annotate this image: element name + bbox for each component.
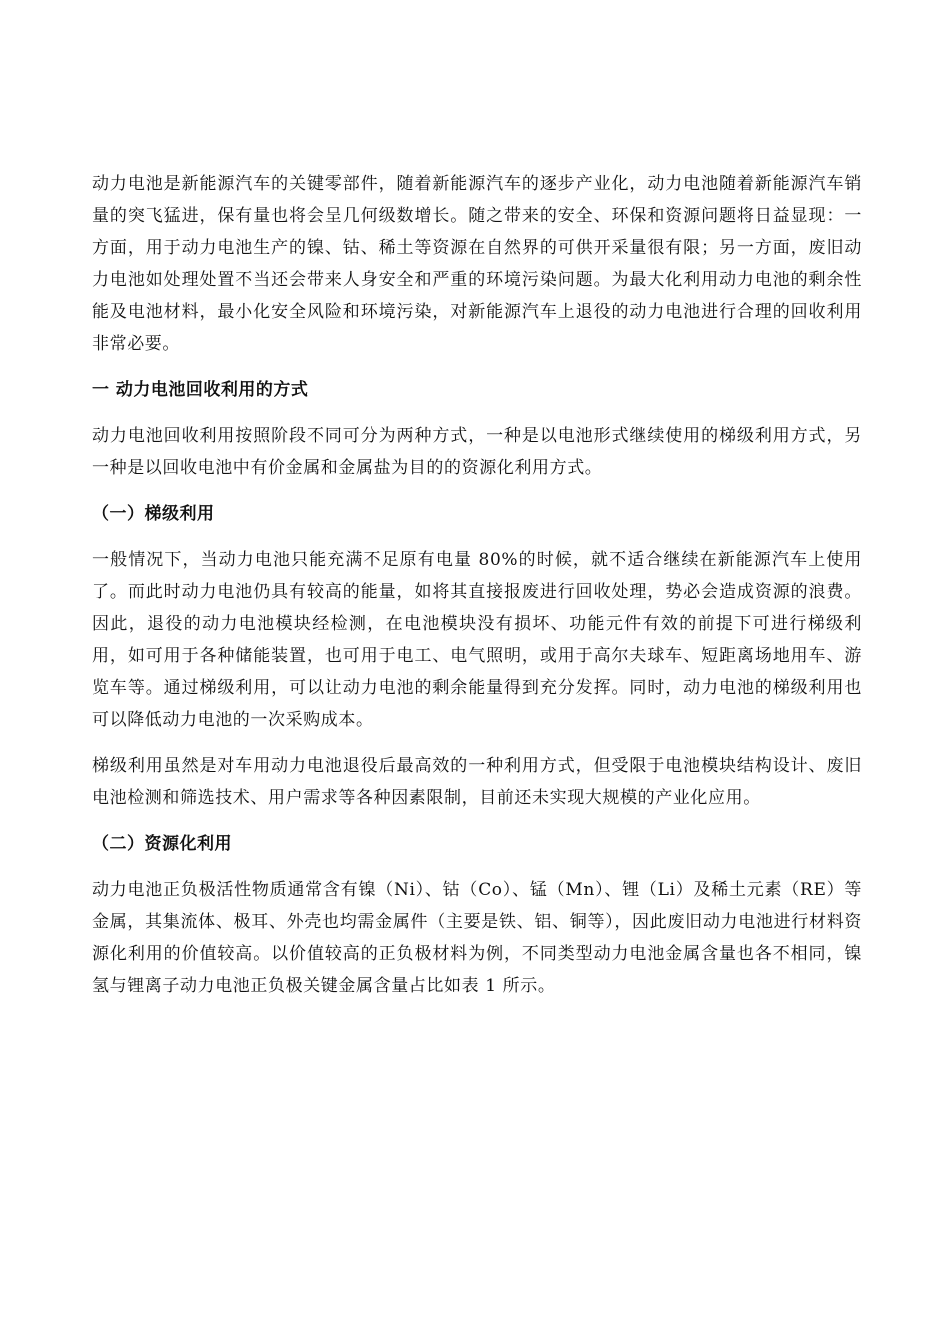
methods-intro-paragraph: 动力电池回收利用按照阶段不同可分为两种方式，一种是以电池形式继续使用的梯级利用方式，另一种是以回收电池中有价金属和金属盐为目的的资源化利用方式。 bbox=[92, 426, 862, 478]
cascade-use-paragraph-2: 梯级利用虽然是对车用动力电池退役后最高效的一种利用方式，但受限于电池模块结构设计、废旧电池检测和筛选技术、用户需求等各种因素限制，目前还未实现大规模的产业化应用。 bbox=[92, 756, 862, 808]
subheading-resource-recovery: （二）资源化利用 bbox=[92, 834, 232, 854]
intro-paragraph: 动力电池是新能源汽车的关键零部件，随着新能源汽车的逐步产业化，动力电池随着新能源汽车销量的突飞猛进，保有量也将会呈几何级数增长。随之带来的安全、环保和资源问题将日益显现：一方面，用于动力电池生产的镍、钴、稀土等资源在自然界的可供开采量很有限；另一方面，废旧动力电池如处理处置不当还会带来人身安全和严重的环境污染问题。为最大化利用动力电池的剩余性能及电池材料，最小化安全风险和环境污染，对新能源汽车上退役的动力电池进行合理的回收利用非常必要。 bbox=[92, 174, 862, 354]
document-body bbox=[92, 168, 862, 1016]
resource-recovery-paragraph: 动力电池正负极活性物质通常含有镍（Ni）、钴（Co）、锰（Mn）、锂（Li）及稀土元素（RE）等金属，其集流体、极耳、外壳也均需金属件（主要是铁、铝、铜等），因此废旧动力电池进行材料资源化利用的价值较高。以价值较高的正负极材料为例，不同类型动力电池金属含量也各不相同，镍氢与锂离子动力电池正负极关键金属含量占比如表 1 所示。 bbox=[92, 880, 862, 996]
subheading-cascade-use: （一）梯级利用 bbox=[92, 504, 215, 524]
section-heading-recycling-methods: 一 动力电池回收利用的方式 bbox=[92, 380, 309, 400]
cascade-use-paragraph-1: 一般情况下，当动力电池只能充满不足原有电量 80%的时候，就不适合继续在新能源汽车上使用了。而此时动力电池仍具有较高的能量，如将其直接报废进行回收处理，势必会造成资源的浪费。因此，退役的动力电池模块经检测，在电池模块没有损坏、功能元件有效的前提下可进行梯级利用，如可用于各种储能装置，也可用于电工、电气照明，或用于高尔夫球车、短距离场地用车、游览车等。通过梯级利用，可以让动力电池的剩余能量得到充分发挥。同时，动力电池的梯级利用也可以降低动力电池的一次采购成本。 bbox=[92, 550, 862, 730]
